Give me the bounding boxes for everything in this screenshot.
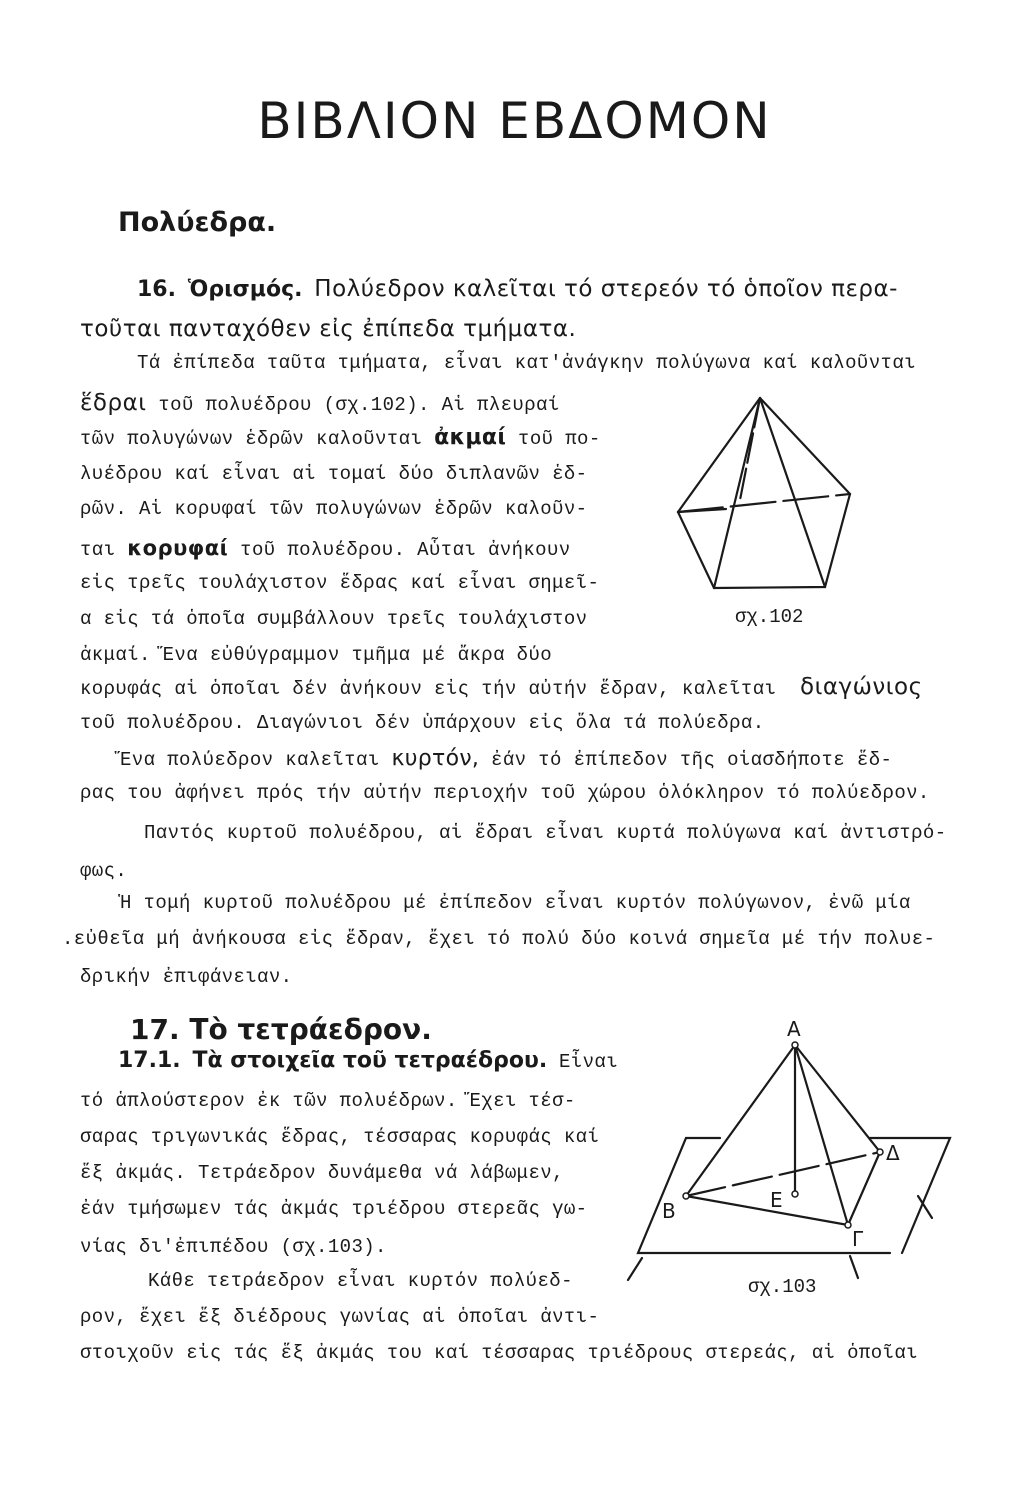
section-16-line-14-pre: Ἕνα πολύεδρον καλεῖται	[120, 749, 380, 771]
fig103-edge-BG	[686, 1196, 848, 1225]
section-16-line-1: Πολύεδρον καλεῖται τό στερεόν τό ὁποῖον περα-	[314, 276, 898, 302]
section-16-line-3: Τά ἐπίπεδα ταῦτα τμήματα, εἶναι κατ'ἀνάγκην πολύγωνα καί καλοῦνται	[137, 352, 916, 374]
section-17-line-5: ἐάν τμήσωμεν τάς ἀκμάς τριέδρου στερεᾶς γω-	[80, 1198, 588, 1220]
fig103-label-A: Α	[787, 1017, 801, 1041]
figure-103-caption: σχ.103	[748, 1276, 817, 1298]
fig103-plane-tick-1	[628, 1258, 642, 1280]
section-17-line-8: ρον, ἔχει ἕξ διέδρους γωνίας αἱ ὁποῖαι ἀντι-	[80, 1306, 600, 1328]
term-diagonios: διαγώνιος	[800, 674, 923, 700]
section-16-line-16: Παντός κυρτοῦ πολυέδρου, αἱ ἕδραι εἶναι κυρτά πολύγωνα καί ἀντιστρό-	[144, 822, 947, 844]
section-17-title: 17. Τὸ τετράεδρον.	[130, 1013, 432, 1046]
section-16-line-18: Ἡ τομή κυρτοῦ πολυέδρου μέ ἐπίπεδον εἶναι κυρτόν πολύγωνον, ἐνῶ μία	[120, 892, 911, 914]
section-17-line-9: στοιχοῦν εἰς τάς ἕξ ἀκμάς του καί τέσσαρας τριέδρους στερεάς, αἱ ὁποῖαι	[80, 1342, 918, 1364]
fig103-label-D: Δ	[886, 1141, 900, 1165]
section-16-line-11: ἀκμαί. Ἕνα εὐθύγραμμον τμῆμα μέ ἄκρα δύο	[80, 644, 553, 666]
section-16-line-4-rest: τοῦ πολυέδρου (σχ.102). Αἱ πλευραί	[158, 394, 560, 416]
fig103-point-E	[792, 1191, 798, 1197]
section-17-line-1: Εἶναι	[558, 1051, 618, 1073]
term-akmai: ἀκμαί	[434, 425, 507, 450]
section-16-line-2: τοῦται πανταχόθεν εἰς ἐπίπεδα τμήματα.	[80, 316, 577, 342]
section-16-heading: Ὁρισμός.	[187, 277, 303, 302]
chapter-title: Πολύεδρα.	[118, 207, 277, 238]
section-16-line-15: ρας του ἀφήνει πρός τήν αὐτήν περιοχήν τοῦ χώρου ὁλόκληρον τό πολύεδρον.	[80, 782, 930, 804]
section-16-line-8-pre: ται	[80, 539, 116, 561]
section-16-number: 16.	[137, 277, 176, 302]
section-16-line-7: ρῶν. Αἱ κορυφαί τῶν πολυγώνων ἑδρῶν καλοῦν-	[80, 498, 588, 520]
section-17-1-heading: Τὰ στοιχεῖα τοῦ τετραέδρου.	[192, 1048, 548, 1073]
section-16-line-5-pre: τῶν πολυγώνων ἑδρῶν καλοῦνται	[80, 428, 423, 450]
fig103-edge-AB	[686, 1045, 795, 1196]
section-16-line-9: εἰς τρεῖς τουλάχιστον ἕδρας καί εἶναι σημεῖ-	[80, 572, 600, 594]
term-edrai: ἕδραι	[80, 390, 147, 416]
fig103-label-B: Β	[662, 1199, 676, 1223]
section-16-line-8-post: τοῦ πολυέδρου. Αὗται ἀνήκουν	[240, 539, 571, 561]
section-17-1-number: 17.1.	[118, 1048, 181, 1073]
fig103-label-G: Γ	[852, 1227, 864, 1251]
section-16-line-13: τοῦ πολυέδρου. Διαγώνιοι δέν ὑπάρχουν εἰς ὅλα τά πολύεδρα.	[80, 712, 765, 734]
book-title: ΒΙΒΛΙΟΝ ΕΒΔΟΜΟΝ	[257, 92, 772, 150]
section-16-line-14-post: ἐάν τό ἐπίπεδον τῆς οἱασδήποτε ἕδ-	[491, 749, 893, 771]
section-17-line-2: τό ἁπλούστερον ἐκ τῶν πολυέδρων. Ἔχει τέσ-	[80, 1090, 576, 1112]
term-kyrton: κυρτόν,	[391, 746, 480, 771]
fig103-edge-AG	[795, 1045, 848, 1225]
term-koryfai: κορυφαί	[127, 536, 229, 560]
fig103-plane-tick-2	[850, 1256, 858, 1278]
section-16-line-10: α εἰς τά ὁποῖα συμβάλλουν τρεῖς τουλάχιστον	[80, 608, 588, 630]
section-16-line-19: .εὐθεῖα μή ἀνήκουσα εἰς ἕδραν, ἔχει τό πολύ δύο κοινά σημεῖα μέ τήν πολυε-	[62, 928, 936, 950]
fig103-point-B	[683, 1193, 689, 1199]
section-16-line-12: κορυφάς αἱ ὁποῖαι δέν ἀνήκουν εἰς τήν αὐτήν ἕδραν, καλεῖται	[80, 678, 777, 700]
fig103-edge-AD	[795, 1045, 880, 1152]
fig103-point-G	[845, 1222, 851, 1228]
section-17-line-6: νίας δι'ἐπιπέδου (σχ.103).	[80, 1236, 387, 1258]
figure-102-caption: σχ.102	[735, 606, 804, 628]
section-17-line-3: σαρας τριγωνικάς ἕδρας, τέσσαρας κορυφάς καί	[80, 1126, 600, 1148]
section-17-line-4: ἕξ ἀκμάς. Τετράεδρον δυνάμεθα νά λάβωμεν,	[80, 1162, 564, 1184]
fig103-label-E: Ε	[770, 1188, 783, 1212]
fig103-plane-outline-right	[870, 1138, 950, 1253]
fig103-edge-BD	[686, 1152, 880, 1196]
fig103-point-A	[792, 1042, 798, 1048]
fig103-point-D	[877, 1149, 883, 1155]
section-16-line-20: δρικήν ἐπιφάνειαν.	[80, 966, 293, 988]
section-16-line-5-post: τοῦ πο-	[518, 428, 601, 450]
section-16-line-17: φως.	[80, 860, 128, 882]
section-16-line-6: λυέδρου καί εἶναι αἱ τομαί δύο διπλανῶν ἑδ-	[80, 463, 588, 485]
section-17-line-7: Κάθε τετράεδρον εἶναι κυρτόν πολύεδ-	[148, 1270, 573, 1292]
fig103-edge-GD	[848, 1152, 880, 1225]
